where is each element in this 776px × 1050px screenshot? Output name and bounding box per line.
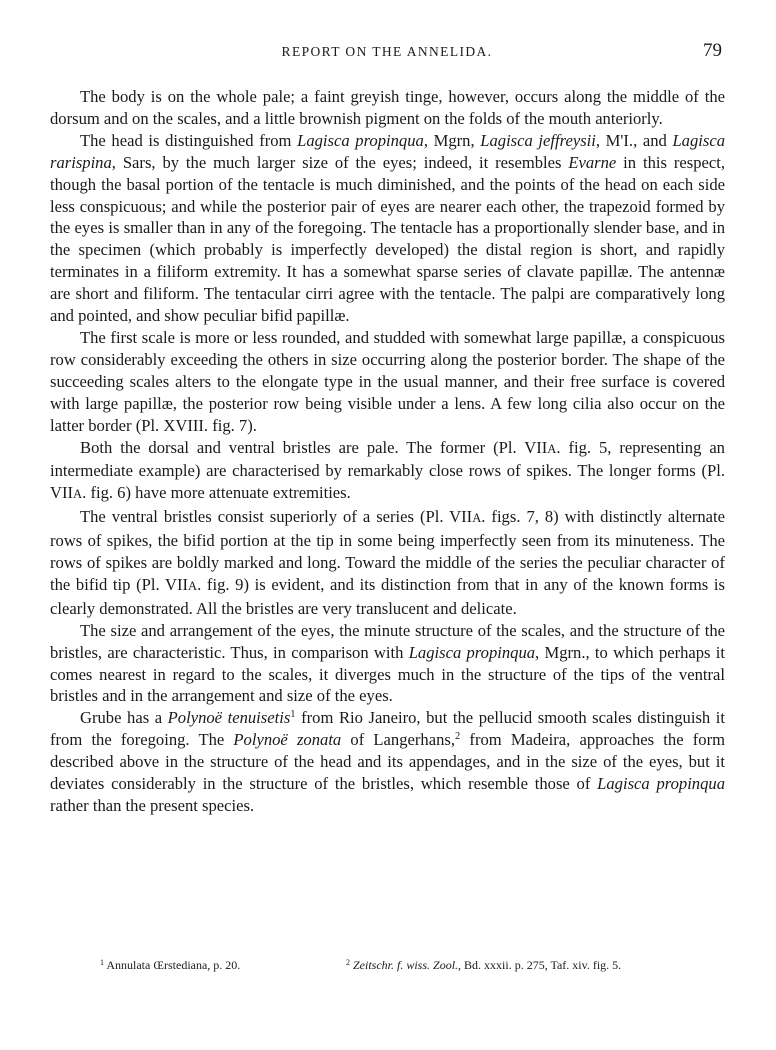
species-name: Polynoë tenuisetis xyxy=(167,708,291,728)
paragraph-ventral-bristles xyxy=(50,506,725,620)
paragraph-bristles xyxy=(50,437,725,507)
page-number: 79 xyxy=(703,40,722,61)
plate-suffix: A xyxy=(188,578,198,593)
footnote-1 xyxy=(100,958,240,973)
journal-title: Zeitschr. f. wiss. Zool. xyxy=(350,958,459,972)
paragraph-characteristics xyxy=(50,620,725,708)
paragraph-head xyxy=(50,130,725,327)
genus-name: Evarne xyxy=(568,152,617,172)
text-run: The body is on the whole pale; a faint greyish tinge, however, occurs along the middle of the dorsum and on the scales, and a little brownish pigment on the folds of the mouth anteriorly. xyxy=(50,87,725,128)
species-name: Lagisca jeffreysii xyxy=(480,130,596,150)
paragraph-scales xyxy=(50,327,725,437)
text-run: The head is distinguished from xyxy=(80,130,298,150)
paragraph-comparison xyxy=(50,707,725,817)
text-run: The ventral bristles consist superiorly of a series (Pl. VII xyxy=(80,507,473,527)
text-run: . fig. 9) is evident, and its distinction from that in any of the known forms is clearly demonstrated. All the bristles are very translucent and delicate. xyxy=(50,574,725,618)
footnote-2 xyxy=(346,958,621,973)
text-run: of Langerhans, xyxy=(341,730,455,750)
text-run: . fig. 5, representing an intermediate example) are characterised by remarkably close rows of spikes. The longer forms (Pl. VII xyxy=(50,437,725,503)
text-run: The first scale is more or less rounded, and studded with somewhat large papillæ, a conspicuous row considerably exceeding the others in size occurring along the posterior border. The shape of the succeeding scales alters to the elongate type in the usual manner, and their free surface is covered with large papillæ, the posterior row being visible under a lens. A few long cilia also occur on the latter border (Pl. XVIII. fig. 7). xyxy=(50,327,725,435)
text-run: Grube has a xyxy=(80,708,168,728)
text-run: , Mgrn, xyxy=(423,130,481,150)
plate-suffix: A xyxy=(73,487,83,502)
text-run: , Mgrn., to which perhaps it comes nearest in regard to the scales, it diverges much in the structure of the tips of the ventral bristles and in the arrangement and size of the eyes. xyxy=(50,642,726,706)
text-run: , Sars, by the much larger size of the eyes; indeed, it resembles xyxy=(111,152,569,172)
running-header xyxy=(50,40,724,64)
text-run: from Madeira, approaches the form described above in the structure of the head and its appendages, and in the size of the eyes, but it deviates considerably in the structure of the bristles, which resemble those of xyxy=(50,730,725,794)
text-run: . fig. 6) have more attenuate extremities. xyxy=(82,483,351,503)
running-title: REPORT ON THE ANNELIDA. xyxy=(281,44,493,59)
footnote-text: Annulata Œrstediana, p. 20. xyxy=(104,958,241,972)
species-name: Lagisca propinqua xyxy=(297,130,424,150)
footnote-text: , Bd. xxxii. p. 275, Taf. xiv. fig. 5. xyxy=(458,958,622,972)
text-run: , M'I., and xyxy=(595,130,673,150)
plate-suffix: A xyxy=(547,441,557,456)
body-text xyxy=(50,86,725,817)
text-run: . figs. 7, 8) with distinctly alternate rows of spikes, the bifid portion at the tip in some being imperfectly seen from its minuteness. The rows of spikes are boldly marked and long. Toward the middle of the series the peculiar character of the bifid tip (Pl. VII xyxy=(50,507,725,594)
text-run: The size and arrangement of the eyes, the minute structure of the scales, and the structure of the bristles, are characteristic. Thus, in comparison with xyxy=(50,620,725,662)
species-name: Lagisca propinqua xyxy=(408,642,536,662)
footnote-marker: 1 xyxy=(100,958,104,967)
species-name: Lagisca rarispina xyxy=(50,130,726,172)
species-name: Lagisca propinqua xyxy=(597,774,725,794)
text-run: from Rio Janeiro, but the pellucid smooth scales distinguish it from the foregoing. The xyxy=(50,708,726,750)
species-name: Polynoë zonata xyxy=(233,730,342,750)
text-run: Both the dorsal and ventral bristles are pale. The former (Pl. VII xyxy=(80,437,548,457)
text-run: rather than the present species. xyxy=(50,796,255,815)
paragraph-body-colour xyxy=(50,86,725,130)
footnote-ref: 1 xyxy=(290,709,296,721)
footnote-marker: 2 xyxy=(346,958,350,967)
footnotes xyxy=(100,958,700,978)
text-run: in this respect, though the basal portion of the tentacle is much diminished, and the points of the head on each side less conspicuous; and while the posterior pair of eyes are nearer each other, the trapezoid formed by the eyes is smaller than in any of the foregoing. The tentacle has a proportionally slender base, and in the specimen (which probably is imperfectly developed) the distal region is short, and rapidly terminates in a filiform extremity. It has a somewhat sparse series of clavate papillæ. The antennæ are short and filiform. The tentacular cirri agree with the tentacle. The palpi are comparatively long and pointed, and show peculiar bifid papillæ. xyxy=(50,152,725,326)
footnote-ref: 2 xyxy=(454,731,461,743)
plate-suffix: A xyxy=(472,511,482,526)
